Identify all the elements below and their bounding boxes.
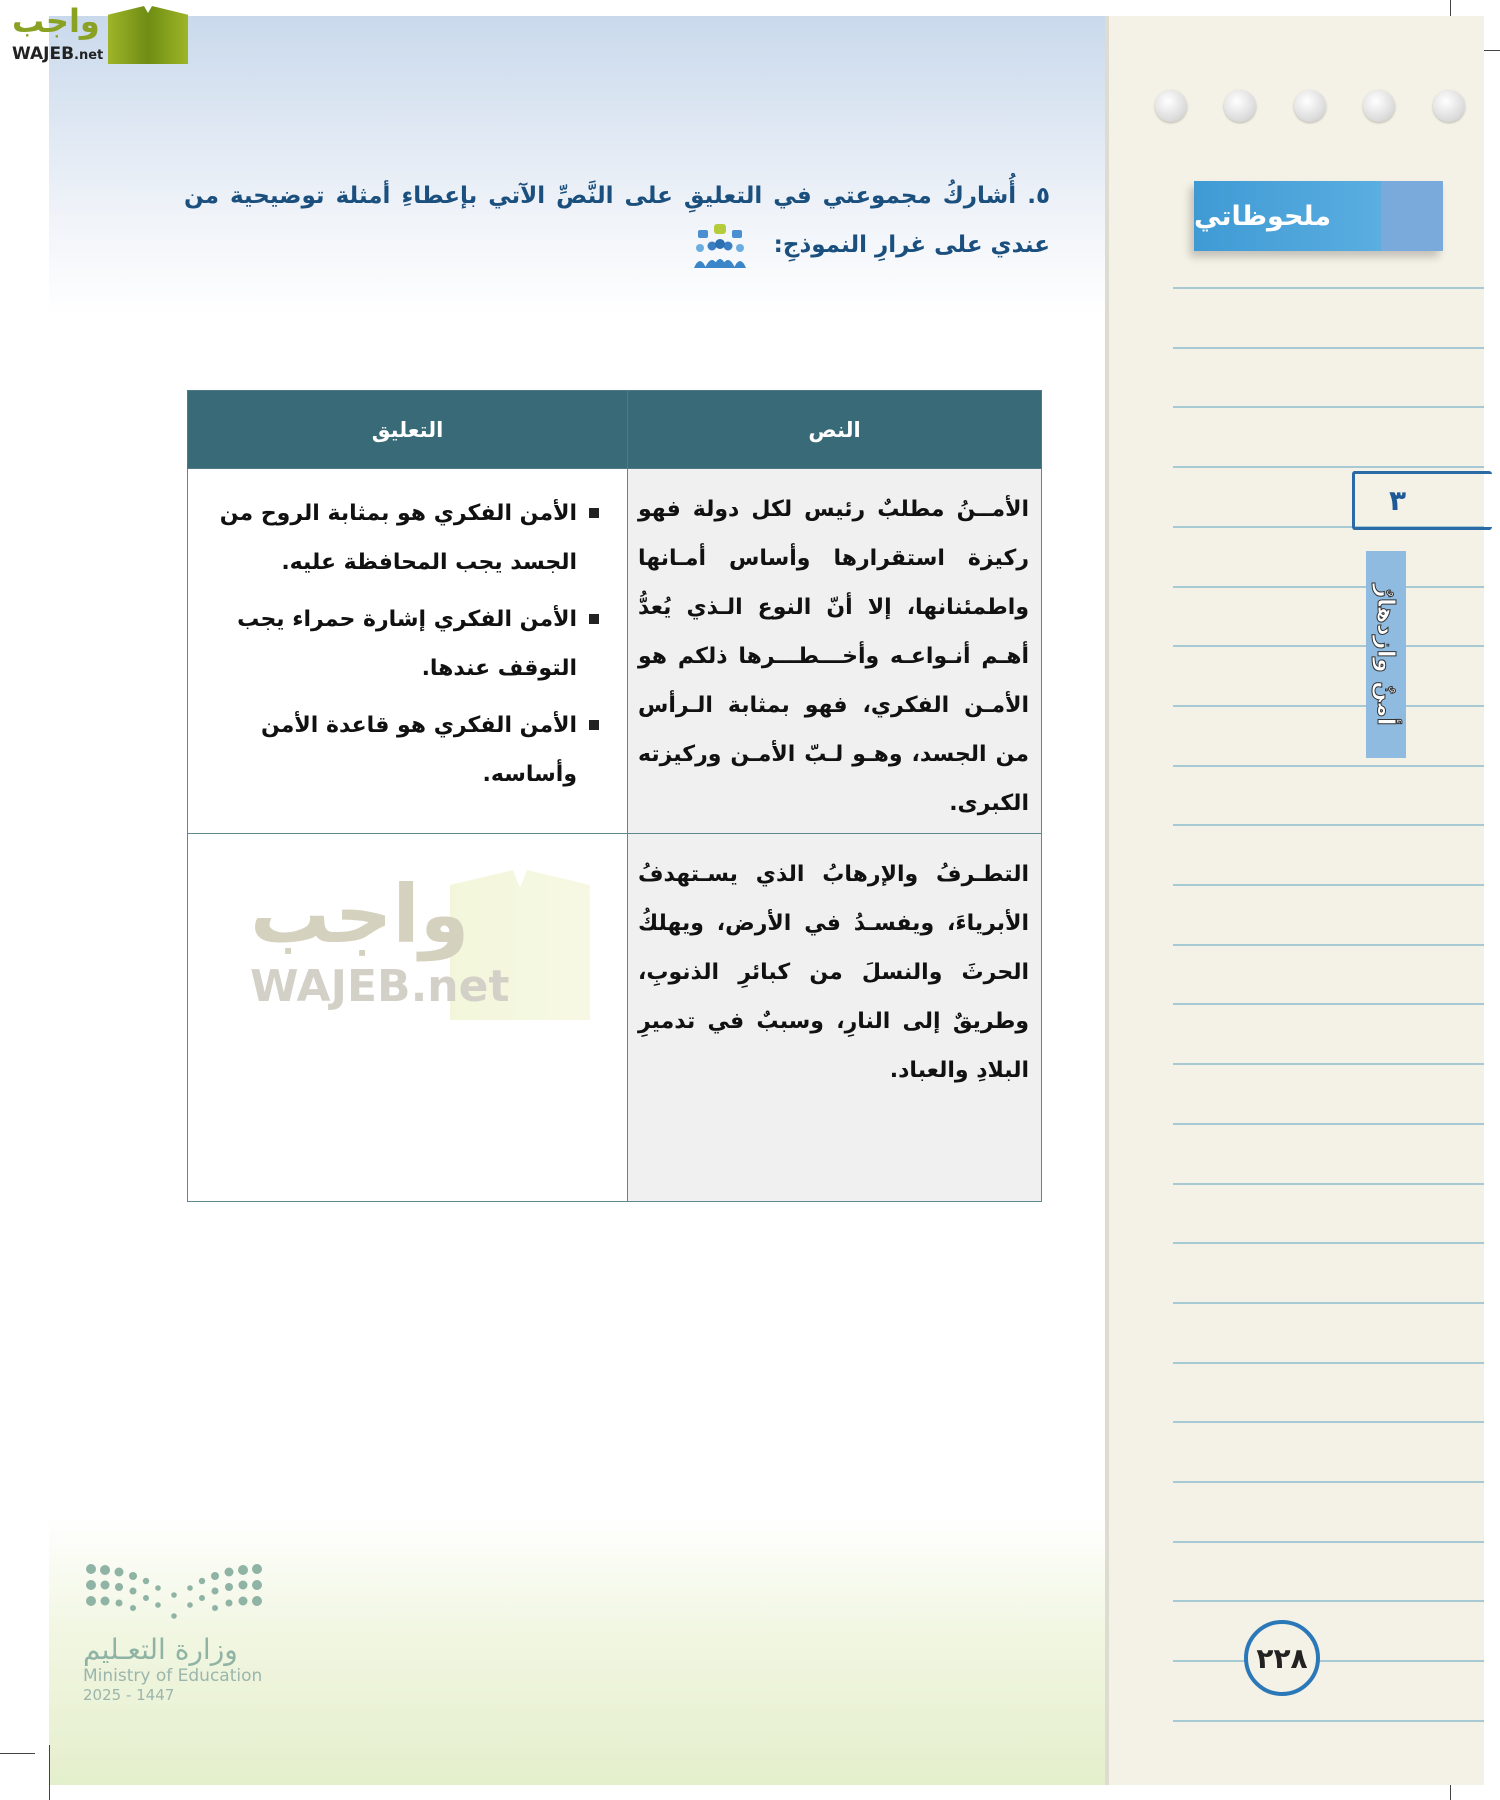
chapter-number-box [1352,471,1492,530]
binder-hole-icon [1433,90,1465,122]
note-line [1173,1660,1484,1662]
note-line [1173,1183,1484,1185]
comment-item: الأمن الفكري هو بمثابة الروح من الجسد يجب المحافظة عليه. [200,489,597,587]
note-line [1173,765,1484,767]
note-line [1173,1481,1484,1483]
ministry-name-ar: وزارة التعـليم [83,1633,238,1666]
note-line [1173,824,1484,826]
note-line [1173,1600,1484,1602]
note-line [1173,406,1484,408]
note-line [1173,1362,1484,1364]
comment-cell-empty[interactable] [188,834,628,1202]
ministry-dots-icon [83,1561,265,1623]
comment-item: الأمن الفكري هو قاعدة الأمن وأساسه. [200,701,597,799]
ministry-year: 2025 - 1447 [83,1686,175,1704]
unit-title: أمنٌ وازدهارٌ [1372,583,1400,726]
binder-hole-icon [1155,90,1187,122]
crop-mark [0,1753,35,1754]
question-text: أُشاركُ مجموعتي في التعليقِ على النَّصِّ الآتي بإعطاءِ أمثلة توضيحية من عندي على غرارِ النموذجِ: [184,183,1050,258]
table-row [188,469,1042,834]
note-line [1173,884,1484,886]
note-line [1173,1003,1484,1005]
binder-hole-icon [1294,90,1326,122]
note-line [1173,1242,1484,1244]
header-text: النص [628,391,1042,469]
book-icon [108,6,188,64]
note-line [1173,705,1484,707]
question-number: ٥. [1027,183,1050,209]
note-line [1173,347,1484,349]
comment-list [200,489,597,799]
group-discussion-icon [688,224,752,268]
note-line [1173,1541,1484,1543]
binder-hole-icon [1363,90,1395,122]
note-line [1173,1123,1484,1125]
question-prompt [184,172,1050,270]
note-line [1173,586,1484,588]
watermark-en: WAJEB.net [250,961,510,1012]
note-line [1173,1063,1484,1065]
note-line [1173,944,1484,946]
comment-item: الأمن الفكري إشارة حمراء يجب التوقف عندها. [200,595,597,693]
table-row [188,834,1042,1202]
note-line [1173,645,1484,647]
note-line [1173,1421,1484,1423]
header-comment: التعليق [188,391,628,469]
chapter-number: ٣ [1389,484,1407,517]
binder-hole-icon [1224,90,1256,122]
note-line [1173,1302,1484,1304]
page-number [1244,1620,1320,1696]
note-line [1173,466,1484,468]
ministry-logo [83,1561,273,1704]
note-line [1173,287,1484,289]
notes-title: ملحوظاتي [1194,200,1332,232]
ministry-name-en: Ministry of Education [83,1666,263,1686]
wajeb-logo[interactable] [0,0,190,67]
commentary-table [187,390,1042,1202]
notes-title-tab [1194,181,1443,251]
page-number-text: ٢٢٨ [1256,1641,1308,1675]
watermark-ar: واجب [250,868,470,961]
note-line [1173,1720,1484,1722]
logo-text-en: WAJEB.net [12,44,104,64]
logo-text-ar: واجب [12,2,100,40]
text-cell: الأمــنُ مطلبٌ رئيس لكل دولة فهو ركيزة استقرارها وأساس أمـانها واطمئنانها، إلا أنّ النوع الـذي يُعدُّ أهـم أنـواعـه وأخـــطـــرها ذلكم هو الأمـن الفكري، فهو بمثابة الـرأس من الجسد، وهـو لـبّ الأمـن وركيزته الكبرى. [628,469,1042,834]
comment-cell[interactable] [188,469,628,834]
crop-mark [49,1745,50,1800]
text-cell: التطـرفُ والإرهابُ الذي يسـتهدفُ الأبرياءَ، ويفسـدُ في الأرض، ويهلكُ الحرثَ والنسلَ من كبائرِ الذنوبِ، وطريقٌ إلى النارِ، وسببٌ في تدميرِ البلادِ والعباد. [628,834,1042,1202]
notes-sidebar [1105,16,1484,1785]
unit-title-tab [1366,551,1406,758]
